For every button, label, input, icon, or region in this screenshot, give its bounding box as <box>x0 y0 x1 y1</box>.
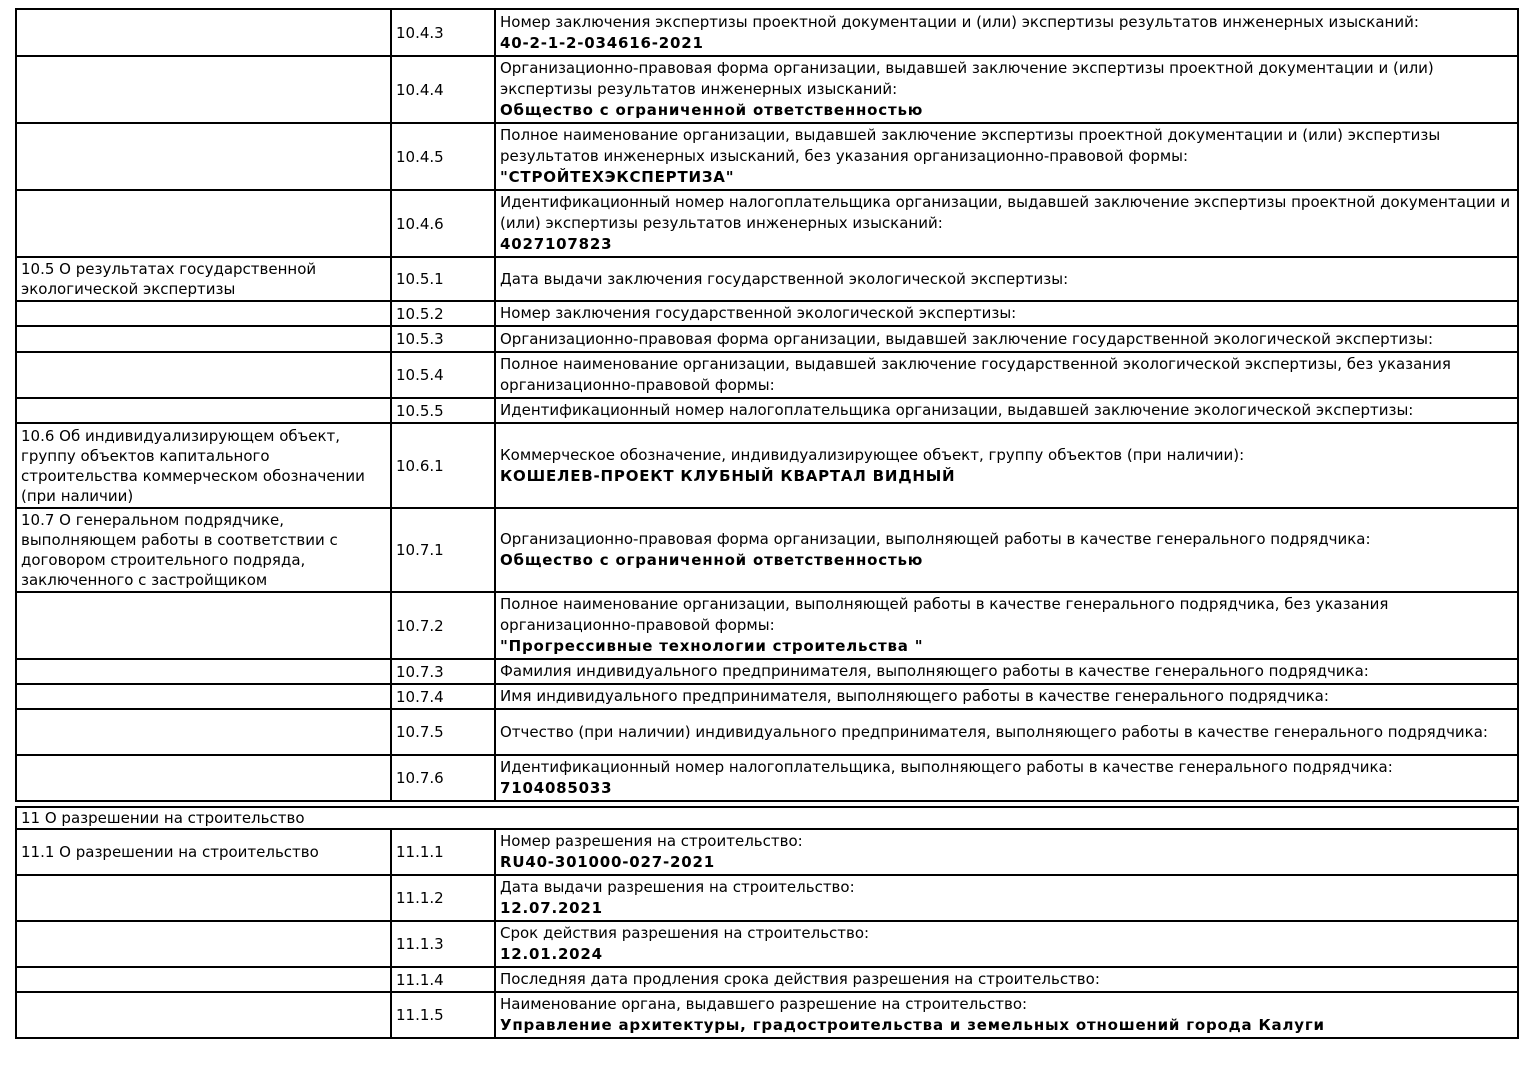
field-label: Дата выдачи заключения государственной экологической экспертизы: <box>500 269 1069 288</box>
field-cell <box>495 190 1518 257</box>
field-value: 40-2-1-2-034616-2021 <box>500 33 704 52</box>
item-number: 10.7.3 <box>396 662 444 681</box>
field-label: Имя индивидуального предпринимателя, выполняющего работы в качестве генерального подрядчика: <box>500 687 1329 705</box>
table-row <box>16 301 1518 326</box>
item-number-cell <box>391 9 495 56</box>
field-value: RU40-301000-027-2021 <box>500 853 715 871</box>
declaration-document-page <box>0 8 1529 1088</box>
section-label-cell <box>16 352 391 398</box>
field-cell <box>495 659 1518 684</box>
section-label: 10.7 О генеральном подрядчике, выполняющем работы в соответствии с договором строительного подряда, заключенного с застройщиком <box>21 511 338 589</box>
table-row <box>16 326 1518 352</box>
field-label: Полное наименование организации, выдавшей заключение экспертизы проектной документации и (или) экспертизы результатов инженерных изысканий, без указания организационно-правовой формы: <box>500 126 1441 165</box>
section-label-cell <box>16 123 391 190</box>
field-label: Идентификационный номер налогоплательщика организации, выдавшей заключение экологической экспертизы: <box>500 401 1414 419</box>
item-number-cell <box>391 967 495 992</box>
table-row <box>16 257 1518 301</box>
field-cell <box>495 423 1518 508</box>
field-value: "Прогрессивные технологии строительства " <box>500 637 924 655</box>
item-number: 10.5.3 <box>396 330 444 348</box>
item-number: 10.5.2 <box>396 304 444 323</box>
item-number-cell <box>391 921 495 967</box>
field-value: 12.07.2021 <box>500 899 603 917</box>
section-label: 11.1 О разрешении на строительство <box>21 843 319 861</box>
field-value: "СТРОЙТЕХЭКСПЕРТИЗА" <box>500 168 735 186</box>
section-label-cell <box>16 921 391 967</box>
field-label: Полное наименование организации, выдавшей заключение государственной экологической экспертизы, без указания организационно-правовой формы: <box>500 355 1451 394</box>
field-cell <box>495 398 1518 423</box>
table-row <box>16 921 1518 967</box>
field-cell <box>495 992 1518 1038</box>
item-number-cell <box>391 709 495 755</box>
field-label: Фамилия индивидуального предпринимателя, выполняющего работы в качестве генерального подрядчика: <box>500 662 1369 680</box>
item-number-cell <box>391 398 495 423</box>
table-row <box>16 659 1518 684</box>
table-row <box>16 508 1518 592</box>
item-number: 11.1.1 <box>396 843 444 861</box>
table-row <box>16 352 1518 398</box>
section-label-cell <box>16 398 391 423</box>
table-row <box>16 398 1518 423</box>
item-number: 10.7.2 <box>396 616 444 635</box>
field-cell <box>495 9 1518 56</box>
field-label: Идентификационный номер налогоплательщика, выполняющего работы в качестве генерального подрядчика: <box>500 758 1393 776</box>
item-number-cell <box>391 301 495 326</box>
field-label: Отчество (при наличии) индивидуального предпринимателя, выполняющего работы в качестве генерального подрядчика: <box>500 722 1488 741</box>
field-cell <box>495 709 1518 755</box>
section-label: 10.5 О результатах государственной экологической экспертизы <box>21 260 317 298</box>
item-number-cell <box>391 659 495 684</box>
item-number: 10.6.1 <box>396 456 444 475</box>
item-number: 11.1.2 <box>396 889 444 907</box>
item-number: 10.5.4 <box>396 366 444 384</box>
item-number: 10.4.4 <box>396 80 444 99</box>
section-label-cell <box>16 257 391 301</box>
field-label: Организационно-правовая форма организации, выдавшей заключение государственной экологической экспертизы: <box>500 329 1434 348</box>
item-number-cell <box>391 684 495 709</box>
item-number: 10.4.5 <box>396 147 444 166</box>
section-label: 10.6 Об индивидуализирующем объект, группу объектов капитального строительства коммерческом обозначении (при наличии) <box>21 426 365 505</box>
table-row <box>16 190 1518 257</box>
field-value: Общество с ограниченной ответственностью <box>500 101 924 119</box>
item-number: 11.1.3 <box>396 935 444 953</box>
field-label: Номер разрешения на строительство: <box>500 832 803 850</box>
item-number: 10.5.5 <box>396 401 444 420</box>
item-number: 11.1.4 <box>396 970 444 989</box>
item-number: 11.1.5 <box>396 1006 444 1024</box>
section-label-cell <box>16 56 391 123</box>
item-number: 10.7.4 <box>396 687 444 706</box>
item-number-cell <box>391 352 495 398</box>
field-value: 4027107823 <box>500 235 613 253</box>
item-number-cell <box>391 423 495 508</box>
field-label: Номер заключения государственной экологической экспертизы: <box>500 304 1017 322</box>
item-number: 10.7.5 <box>396 723 444 741</box>
field-cell <box>495 352 1518 398</box>
field-label: Срок действия разрешения на строительство: <box>500 924 870 942</box>
field-label: Организационно-правовая форма организации, выполняющей работы в качестве генерального подрядчика: <box>500 530 1371 548</box>
section-label-cell <box>16 659 391 684</box>
table-row <box>16 56 1518 123</box>
field-label: Полное наименование организации, выполняющей работы в качестве генерального подрядчика, без указания организационно-правовой формы: <box>500 595 1389 634</box>
section-label-cell <box>16 755 391 801</box>
item-number-cell <box>391 56 495 123</box>
section-label-cell <box>16 684 391 709</box>
section-label-cell <box>16 190 391 257</box>
field-cell <box>495 875 1518 921</box>
section-label-cell <box>16 301 391 326</box>
section-11-header-cell <box>16 807 1518 829</box>
field-label: Коммерческое обозначение, индивидуализирующее объект, группу объектов (при наличии): <box>500 445 1245 464</box>
section-label-cell <box>16 508 391 592</box>
field-cell <box>495 56 1518 123</box>
field-value: 7104085033 <box>500 779 613 797</box>
field-cell <box>495 257 1518 301</box>
field-cell <box>495 123 1518 190</box>
table-row <box>16 684 1518 709</box>
field-label: Наименование органа, выдавшего разрешение на строительство: <box>500 995 1028 1013</box>
field-value: 12.01.2024 <box>500 945 603 963</box>
item-number-cell <box>391 755 495 801</box>
field-cell <box>495 967 1518 992</box>
section-label-cell <box>16 709 391 755</box>
field-label: Организационно-правовая форма организации, выдавшей заключение экспертизы проектной документации и (или) экспертизы результатов инженерных изысканий: <box>500 59 1434 98</box>
field-label: Дата выдачи разрешения на строительство: <box>500 878 855 896</box>
field-cell <box>495 921 1518 967</box>
item-number-cell <box>391 190 495 257</box>
table-row <box>16 755 1518 801</box>
field-cell <box>495 829 1518 875</box>
field-value: КОШЕЛЕВ-ПРОЕКТ КЛУБНЫЙ КВАРТАЛ ВИДНЫЙ <box>500 466 956 485</box>
declaration-table-section-10 <box>15 8 1519 802</box>
section-label-cell <box>16 326 391 352</box>
field-value: Общество с ограниченной ответственностью <box>500 551 924 569</box>
section-header-row <box>16 807 1518 829</box>
item-number: 10.5.1 <box>396 270 444 288</box>
table-row <box>16 829 1518 875</box>
section-label-cell <box>16 967 391 992</box>
field-cell <box>495 508 1518 592</box>
declaration-table-section-11 <box>15 806 1519 1039</box>
table-row <box>16 875 1518 921</box>
table-row <box>16 967 1518 992</box>
item-number-cell <box>391 592 495 659</box>
table-row <box>16 592 1518 659</box>
section-11-header: 11 О разрешении на строительство <box>21 809 305 827</box>
item-number-cell <box>391 123 495 190</box>
table-row <box>16 9 1518 56</box>
section-label-cell <box>16 992 391 1038</box>
table-row <box>16 123 1518 190</box>
item-number-cell <box>391 326 495 352</box>
item-number-cell <box>391 829 495 875</box>
section-label-cell <box>16 423 391 508</box>
field-value: Управление архитектуры, градостроительства и земельных отношений города Калуги <box>500 1016 1325 1034</box>
field-label: Последняя дата продления срока действия разрешения на строительство: <box>500 970 1100 988</box>
field-label: Номер заключения экспертизы проектной документации и (или) экспертизы результатов инженерных изысканий: <box>500 12 1419 31</box>
item-number-cell <box>391 875 495 921</box>
section-label-cell <box>16 875 391 921</box>
item-number-cell <box>391 508 495 592</box>
field-cell <box>495 592 1518 659</box>
section-label-cell <box>16 592 391 659</box>
section-label-cell <box>16 829 391 875</box>
item-number: 10.4.6 <box>396 214 444 233</box>
item-number: 10.4.3 <box>396 23 444 42</box>
field-cell <box>495 755 1518 801</box>
item-number: 10.7.6 <box>396 769 444 787</box>
field-cell <box>495 326 1518 352</box>
field-cell <box>495 301 1518 326</box>
field-cell <box>495 684 1518 709</box>
section-label-cell <box>16 9 391 56</box>
table-row <box>16 423 1518 508</box>
item-number-cell <box>391 992 495 1038</box>
table-row <box>16 992 1518 1038</box>
field-label: Идентификационный номер налогоплательщика организации, выдавшей заключение экспертизы проектной документации и (или) экспертизы результатов инженерных изысканий: <box>500 193 1511 232</box>
item-number: 10.7.1 <box>396 541 444 559</box>
item-number-cell <box>391 257 495 301</box>
table-row <box>16 709 1518 755</box>
